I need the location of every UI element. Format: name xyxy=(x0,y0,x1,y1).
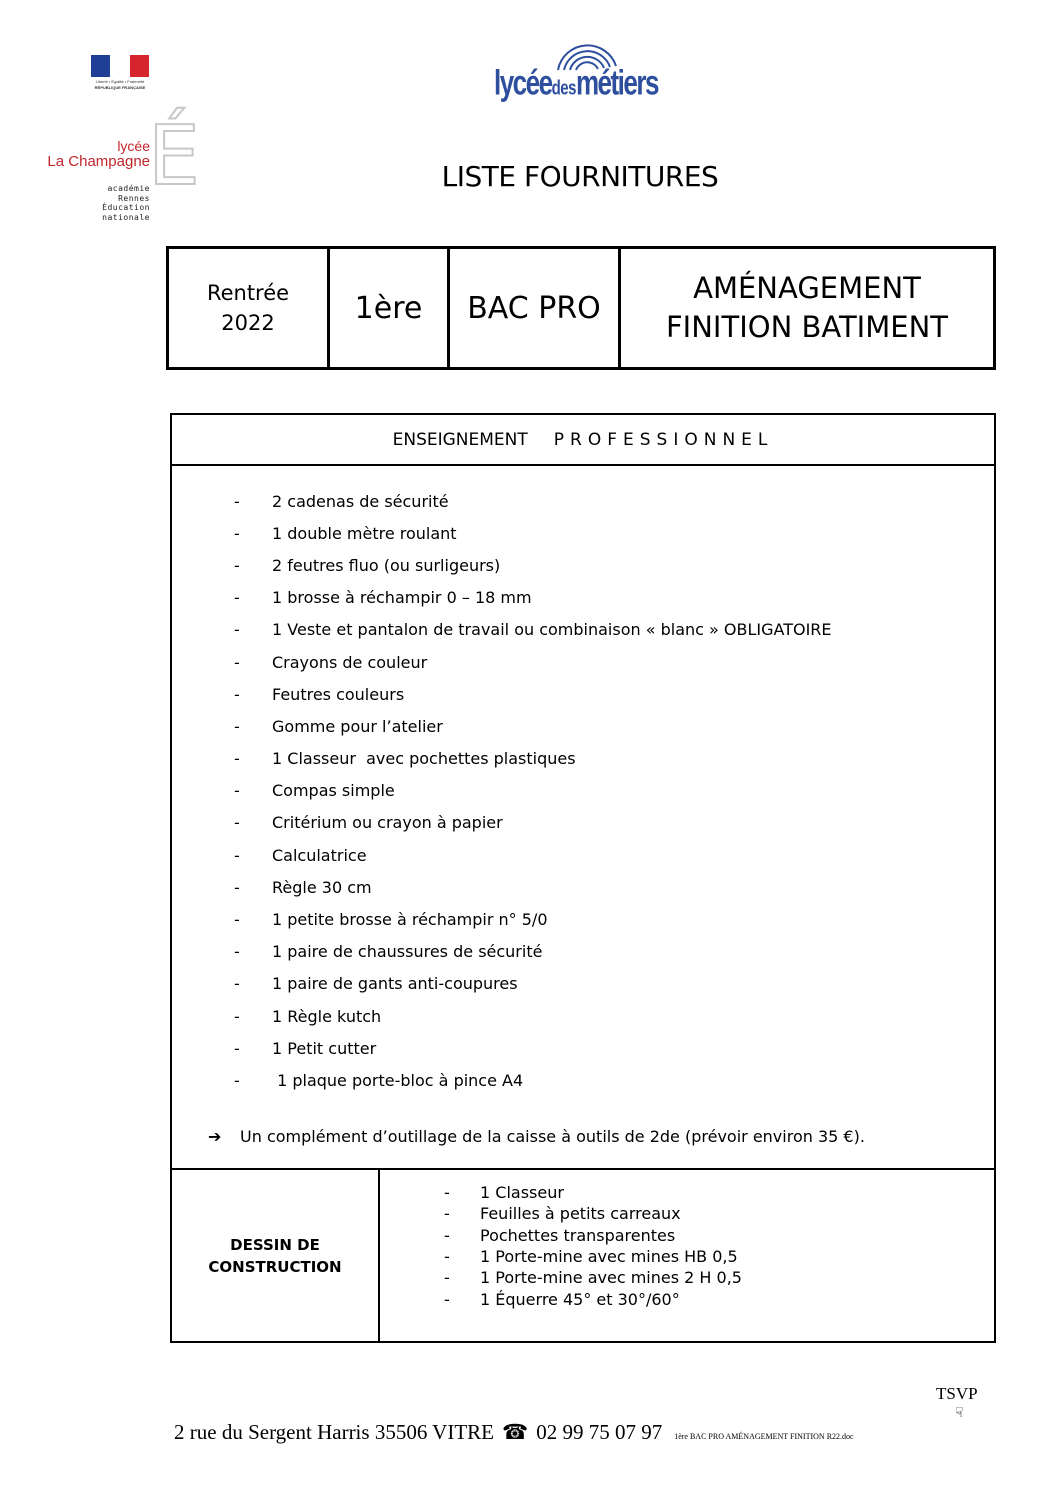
professional-supply-item-text: Crayons de couleur xyxy=(272,652,428,672)
professional-supply-item-text: Critérium ou crayon à papier xyxy=(272,813,503,833)
tsvp-label: TSVP xyxy=(936,1384,978,1403)
dessin-row xyxy=(172,1168,994,1341)
professional-supply-item xyxy=(234,936,832,968)
professional-supply-item-text: Règle 30 cm xyxy=(272,877,372,897)
professional-supply-item-text: Compas simple xyxy=(272,781,395,801)
dessin-supplies-list xyxy=(380,1170,742,1341)
bullet-dash: - xyxy=(234,1070,240,1090)
dessin-supply-item xyxy=(444,1225,742,1246)
professional-supply-item-text: 2 feutres fluo (ou surligeurs) xyxy=(272,555,501,575)
bullet-dash: - xyxy=(234,491,240,511)
professional-supply-item-text: 1 paire de chaussures de sécurité xyxy=(272,942,543,962)
bullet-dash: - xyxy=(444,1289,450,1309)
bullet-dash: - xyxy=(234,942,240,962)
bullet-dash: - xyxy=(234,974,240,994)
level-cell xyxy=(330,249,450,367)
bullet-dash: - xyxy=(234,620,240,640)
diploma-label: BAC PRO xyxy=(467,290,601,326)
bullet-dash: - xyxy=(234,523,240,543)
bullet-dash: - xyxy=(234,877,240,897)
professional-supply-item xyxy=(234,968,832,1000)
dessin-label xyxy=(172,1170,380,1341)
phone-icon: ☎ xyxy=(502,1420,529,1444)
dessin-supply-item-text: 1 Porte-mine avec mines HB 0,5 xyxy=(480,1247,738,1267)
lycee-logo-line3: académie Rennes Éducation nationale xyxy=(102,184,150,222)
republique-francaise-logo xyxy=(88,55,152,95)
footer-address: 2 rue du Sergent Harris 35506 VITRE xyxy=(174,1420,495,1444)
lycee-logo-line2: La Champagne xyxy=(47,153,150,170)
professional-supply-item xyxy=(234,807,832,839)
professional-supply-item-text: 1 Classeur avec pochettes plastiques xyxy=(272,749,576,769)
bullet-dash: - xyxy=(444,1247,450,1267)
dessin-supply-item-text: 1 Équerre 45° et 30°/60° xyxy=(480,1289,680,1309)
dessin-supply-item xyxy=(444,1182,742,1203)
dessin-supply-item xyxy=(444,1246,742,1267)
bullet-dash: - xyxy=(234,749,240,769)
professional-supply-item-text: 1 brosse à réchampir 0 – 18 mm xyxy=(272,588,532,608)
dessin-label-line1: DESSIN DE xyxy=(230,1235,320,1254)
professional-supply-item-text: 1 petite brosse à réchampir n° 5/0 xyxy=(272,910,548,930)
footer-filename: 1ère BAC PRO AMÉNAGEMENT FINITION R22.doc xyxy=(674,1432,854,1441)
professional-supply-item-text: 1 paire de gants anti-coupures xyxy=(272,974,518,994)
professional-supply-item xyxy=(234,903,832,935)
bullet-dash: - xyxy=(234,781,240,801)
professional-supply-item xyxy=(234,517,832,549)
program-line1: AMÉNAGEMENT xyxy=(693,271,921,305)
bullet-dash: - xyxy=(234,813,240,833)
bullet-dash: - xyxy=(234,1038,240,1058)
professional-supply-item xyxy=(234,678,832,710)
bullet-dash: - xyxy=(444,1225,450,1245)
heading-enseignement: ENSEIGNEMENT xyxy=(392,429,528,450)
professional-supply-item-text: 1 double mètre roulant xyxy=(272,523,457,543)
professional-supply-item-text: Calculatrice xyxy=(272,845,367,865)
professional-supply-item-text: Feutres couleurs xyxy=(272,684,405,704)
dessin-supply-item-text: Pochettes transparentes xyxy=(480,1225,676,1245)
professional-supply-item xyxy=(234,743,832,775)
metiers-word-2: des xyxy=(551,76,576,100)
bullet-dash: - xyxy=(234,555,240,575)
bullet-dash: - xyxy=(234,684,240,704)
professional-supply-item xyxy=(234,871,832,903)
professional-supply-item-text: 1 Veste et pantalon de travail ou combinaison « blanc » OBLIGATOIRE xyxy=(272,620,832,640)
bullet-dash: - xyxy=(234,716,240,736)
professional-supply-item xyxy=(234,549,832,581)
professional-supply-item xyxy=(234,775,832,807)
lycee-la-champagne-logo xyxy=(47,109,210,244)
professional-supply-item xyxy=(234,839,832,871)
dessin-supply-item xyxy=(444,1267,742,1288)
footer xyxy=(174,1420,854,1445)
e-letter-mark: É xyxy=(148,109,200,204)
professional-supply-item-text: 1 plaque porte-bloc à pince A4 xyxy=(272,1070,524,1090)
bullet-dash: - xyxy=(444,1204,450,1224)
dessin-supply-item xyxy=(444,1203,742,1224)
rentree-cell xyxy=(169,249,330,367)
republique-name: RÉPUBLIQUE FRANÇAISE xyxy=(94,85,146,90)
professional-supply-item xyxy=(234,1032,832,1064)
professional-section-heading xyxy=(172,415,994,466)
program-cell xyxy=(621,249,993,367)
flag-icon xyxy=(91,55,149,77)
professional-supplies-list xyxy=(234,485,832,1097)
rentree-year: 2022 xyxy=(221,311,275,335)
bullet-dash: - xyxy=(234,588,240,608)
professional-supply-item xyxy=(234,614,832,646)
bullet-dash: - xyxy=(234,1006,240,1026)
bullet-dash: - xyxy=(234,652,240,672)
metiers-word-1: lycée xyxy=(494,62,552,103)
professional-supply-item-text: 1 Petit cutter xyxy=(272,1038,377,1058)
lycee-des-metiers-logo xyxy=(494,36,664,108)
program-line2: FINITION BATIMENT xyxy=(666,310,948,344)
bullet-dash: - xyxy=(234,845,240,865)
metiers-word-3: métiers xyxy=(575,62,658,103)
professional-supply-item xyxy=(234,646,832,678)
professional-supply-item xyxy=(234,1000,832,1032)
header-table xyxy=(166,246,996,370)
professional-supply-item xyxy=(234,710,832,742)
footer-phone: 02 99 75 07 97 xyxy=(536,1420,663,1444)
dessin-label-line2: CONSTRUCTION xyxy=(208,1257,342,1276)
professional-supply-item xyxy=(234,485,832,517)
lycee-logo-line1: lycée xyxy=(117,138,150,154)
heading-professionnel: PROFESSIONNEL xyxy=(553,429,774,450)
professional-supply-item-text: Gomme pour l’atelier xyxy=(272,716,443,736)
page-title: LISTE FOURNITURES xyxy=(441,160,719,193)
professional-supply-item xyxy=(234,582,832,614)
dessin-supply-item xyxy=(444,1288,742,1309)
bullet-dash: - xyxy=(444,1268,450,1288)
level-label: 1ère xyxy=(354,290,423,326)
supplies-table xyxy=(170,413,996,1343)
bullet-dash: - xyxy=(234,910,240,930)
dessin-supply-item-text: 1 Porte-mine avec mines 2 H 0,5 xyxy=(480,1268,742,1288)
hand-pointer-icon: ☟ xyxy=(955,1405,964,1421)
professional-supply-item-text: 1 Règle kutch xyxy=(272,1006,382,1026)
dessin-supply-item-text: Feuilles à petits carreaux xyxy=(480,1204,681,1224)
rentree-label: Rentrée xyxy=(206,281,290,305)
arrow-right-icon: ➔ xyxy=(208,1127,222,1146)
diploma-cell xyxy=(450,249,621,367)
tool-box-note xyxy=(208,1127,865,1146)
bullet-dash: - xyxy=(444,1183,450,1203)
note-text: Un complément d’outillage de la caisse à outils de 2de (prévoir environ 35 €). xyxy=(240,1127,865,1146)
metiers-wordmark xyxy=(494,62,658,104)
professional-supply-item xyxy=(234,1064,832,1096)
dessin-supply-item-text: 1 Classeur xyxy=(480,1183,564,1203)
republique-motto: Liberté • Égalité • Fraternité xyxy=(95,79,145,84)
professional-supply-item-text: 2 cadenas de sécurité xyxy=(272,491,449,511)
